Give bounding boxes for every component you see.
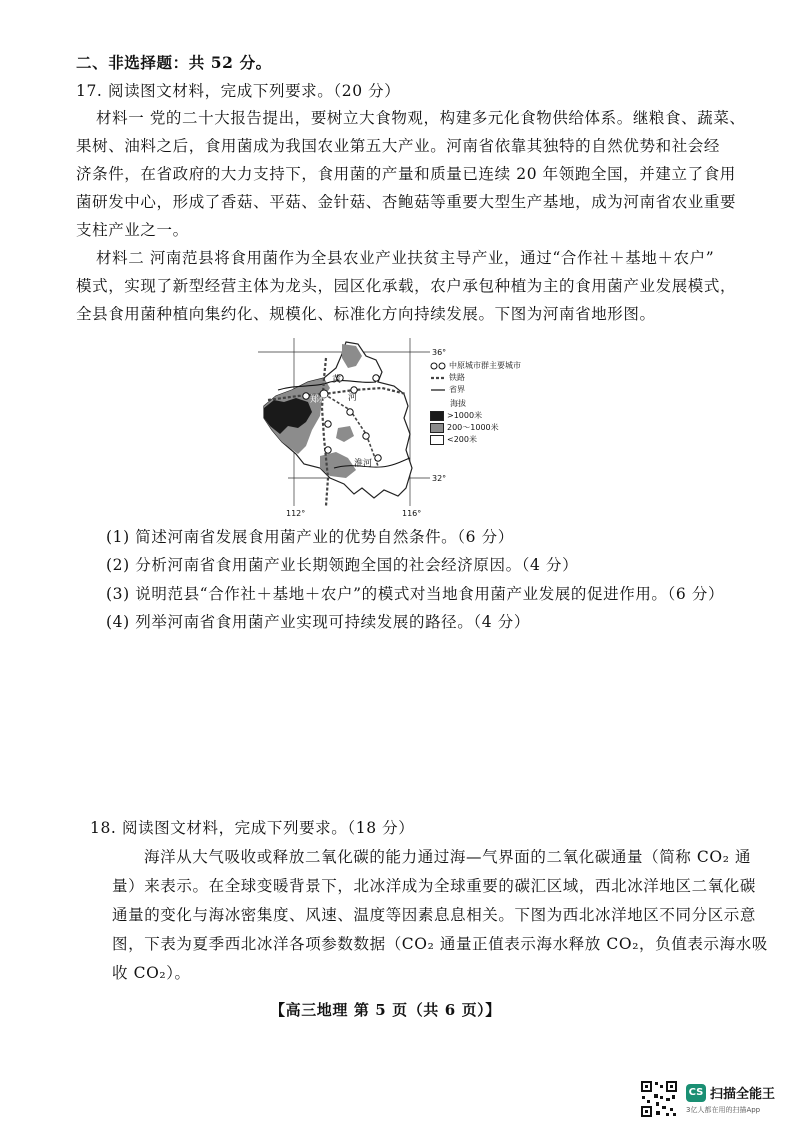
map-legend	[430, 360, 521, 446]
map-label-yellow: 黄	[332, 375, 342, 385]
section-heading: 二、非选择题：共 52 分。	[76, 53, 272, 72]
high-swatch	[430, 411, 444, 421]
q17-intro: 17. 阅读图文材料，完成下列要求。（20 分）	[76, 82, 401, 100]
legend-low	[430, 434, 521, 446]
legend-mid	[430, 422, 521, 434]
sub-question: (3) 说明范县“合作社＋基地＋农户”的模式对当地食用菌产业发展的促进作用。（6 分）	[106, 585, 725, 603]
lon-label-112: 112°	[286, 509, 306, 518]
legend-railway	[430, 372, 521, 384]
city-marker	[347, 409, 353, 415]
material1-line: 菌研发中心，形成了香菇、平菇、金针菇、杏鲍菇等重要大型生产基地，成为河南省农业重要	[76, 193, 737, 211]
q18-line: 通量的变化与海冰密集度、风速、温度等因素息息相关。下图为西北冰洋地区不同分区示意	[112, 906, 757, 924]
q18-line: 图，下表为夏季西北冰洋各项参数数据（CO₂ 通量正值表示海水释放 CO₂，负值表示海水吸	[112, 935, 768, 953]
lat-label-36: 36°	[432, 348, 447, 357]
boundary-symbol-icon	[430, 386, 446, 394]
material2-line: 材料二 河南范县将食用菌作为全县农业产业扶贫主导产业，通过“合作社＋基地＋农户”	[96, 249, 715, 267]
city-symbol-icon	[430, 362, 446, 370]
page-footer: 【高三地理 第 5 页（共 6 页）】	[270, 1001, 501, 1019]
legend-boundary	[430, 384, 521, 396]
legend-high-label: >1000米	[447, 411, 483, 420]
qr-code-icon	[640, 1080, 678, 1118]
sub-question: (4) 列举河南省食用菌产业实现可持续发展的路径。（4 分）	[106, 613, 530, 631]
sub-question: (1) 简述河南省发展食用菌产业的优势自然条件。（6 分）	[106, 528, 514, 546]
city-marker	[303, 393, 309, 399]
legend-city	[430, 360, 521, 372]
legend-mid-label: 200～1000米	[447, 423, 499, 432]
map-label-huaihe: 淮河	[354, 459, 373, 469]
q18-line: 量）来表示。在全球变暖背景下，北冰洋成为全球重要的碳汇区域，西北冰洋地区二氧化碳	[112, 877, 757, 895]
city-marker	[363, 433, 369, 439]
material1-line: 济条件，在省政府的大力支持下，食用菌的产量和质量已连续 20 年领跑全国，并建立了食用	[76, 165, 736, 183]
mid-swatch	[430, 423, 444, 433]
low-swatch	[430, 435, 444, 445]
legend-low-label: <200米	[447, 435, 477, 444]
city-marker	[325, 421, 331, 427]
legend-city-label: 中原城市群主要城市	[449, 361, 521, 370]
map-label-river: 河	[348, 393, 358, 403]
lat-label-32: 32°	[432, 474, 447, 483]
camscanner-logo-icon: CS	[686, 1084, 706, 1102]
material1-line: 果树、油料之后，食用菌成为我国农业第五大产业。河南省依靠其独特的自然优势和社会经	[76, 137, 721, 155]
material1-line: 支柱产业之一。	[76, 221, 189, 239]
railway-symbol-icon	[430, 374, 446, 382]
q18-line: 海洋从大气吸收或释放二氧化碳的能力通过海—气界面的二氧化碳通量（简称 CO₂ 通	[144, 848, 752, 866]
legend-railway-label: 铁路	[449, 373, 465, 382]
q18-line: 收 CO₂）。	[112, 964, 191, 982]
lon-label-116: 116°	[402, 509, 422, 518]
camscanner-watermark	[640, 1078, 790, 1120]
material2-line: 模式，实现了新型经营主体为龙头，园区化承载，农户承包种植为主的食用菌产业发展模式，	[76, 277, 737, 295]
legend-high	[430, 410, 521, 422]
legend-elevation-title-label: 海拔	[450, 399, 466, 408]
camscanner-name: 扫描全能王	[710, 1087, 776, 1102]
material2-line: 全县食用菌种植向集约化、规模化、标准化方向持续发展。下图为河南省地形图。	[76, 305, 656, 323]
city-marker	[373, 375, 379, 381]
sub-question: (2) 分析河南省食用菌产业长期领跑全国的社会经济原因。（4 分）	[106, 556, 579, 574]
camscanner-tagline: 3亿人都在用的扫描App	[686, 1106, 761, 1114]
map-label-zhengzhou: 郑州	[310, 395, 329, 405]
legend-elevation-title	[430, 398, 521, 410]
city-marker	[375, 455, 381, 461]
legend-boundary-label: 省界	[449, 385, 465, 394]
q18-intro: 18. 阅读图文材料，完成下列要求。（18 分）	[90, 819, 415, 837]
city-marker	[325, 447, 331, 453]
material1-line: 材料一 党的二十大报告提出，要树立大食物观，构建多元化食物供给体系。继粮食、蔬菜、	[96, 109, 746, 127]
